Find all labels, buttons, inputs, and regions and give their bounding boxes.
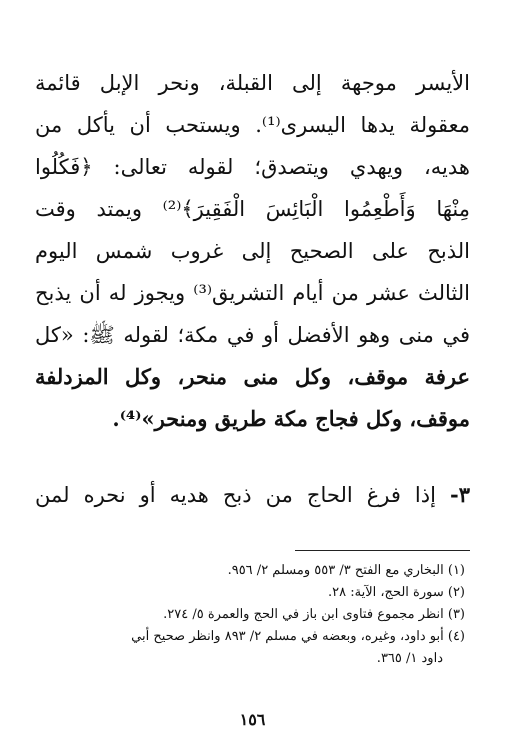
text-line: معقولة يدها اليسرى⁽¹⁾. ويستحب أن يأكل من xyxy=(35,113,470,137)
footnote: (٣) انظر مجموع فتاوى ابن باز في الحج والعمرة ٥/ ٢٧٤. xyxy=(163,607,465,622)
text-line: الذبح على الصحيح إلى غروب شمس اليوم xyxy=(35,239,470,263)
footnote: (٢) سورة الحج، الآية: ٢٨. xyxy=(327,585,465,600)
text-line: الأيسر موجهة إلى القبلة، ونحر الإبل قائمة xyxy=(35,71,470,95)
footnote: (٤) أبو داود، وغيره، وبعضه في مسلم ٢/ ٨٩٣ وانظر صحيح أبي xyxy=(131,629,465,644)
page-number: ١٥٦ xyxy=(239,710,266,729)
numbered-point xyxy=(35,474,470,516)
point-number: ٣- xyxy=(450,482,470,507)
point-text: إذا فرغ الحاج من ذبح هديه أو نحره لمن xyxy=(35,483,436,507)
main-text xyxy=(35,62,470,440)
text-line: الثالث عشر من أيام التشريق⁽³⁾ ويجوز له أن يذبح xyxy=(35,281,471,305)
footnote-continuation: داود ١/ ٣٦٥. xyxy=(376,651,443,666)
hadith-line: موقف، وكل فجاج مكة طريق ومنحر»⁽⁴⁾. xyxy=(112,406,470,431)
text-line: في منى وهو الأفضل أو في مكة؛ لقوله ﷺ: «كل xyxy=(35,323,470,347)
footnotes xyxy=(35,560,465,670)
footnote-separator xyxy=(295,550,470,551)
footnote: (١) البخاري مع الفتح ٣/ ٥٥٣ ومسلم ٢/ ٩٥٦. xyxy=(227,563,465,578)
text-line: مِنْهَا وَأَطْعِمُوا الْبَائِسَ الْفَقِيرَ﴾⁽²⁾ ويمتد وقت xyxy=(35,197,470,221)
text-line: هديه، ويهدي ويتصدق؛ لقوله تعالى: ﴿فَكُلُوا xyxy=(35,155,470,179)
hadith-line: عرفة موقف، وكل منى منحر، وكل المزدلفة xyxy=(35,364,470,389)
